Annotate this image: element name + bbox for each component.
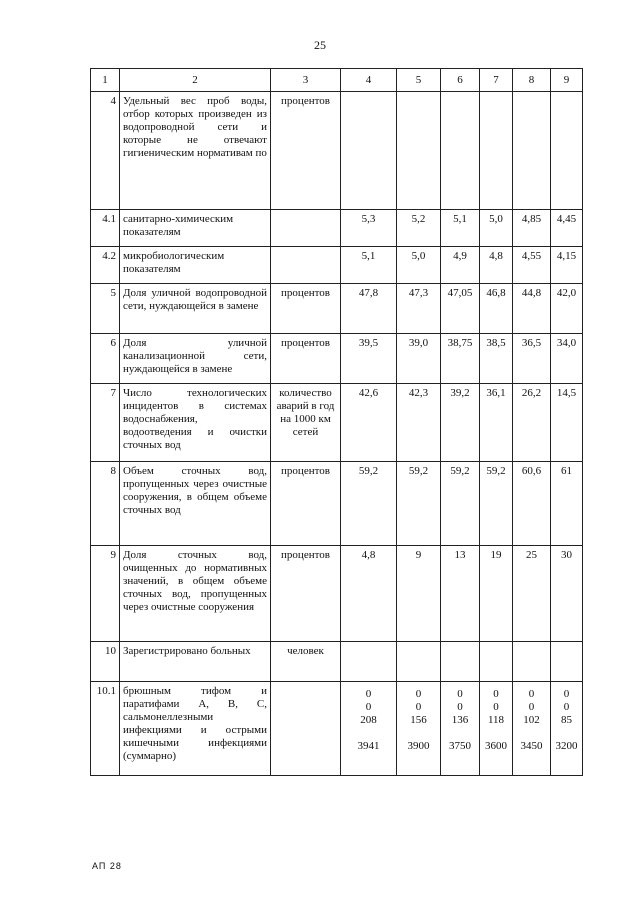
value-cell: 42,3 — [397, 384, 441, 462]
value-cell: 5,0 — [397, 247, 441, 284]
header-cell: 1 — [91, 69, 120, 92]
header-cell: 9 — [551, 69, 583, 92]
value-cell: 5,2 — [397, 210, 441, 247]
indicator-name: Зарегистрировано больных — [120, 642, 271, 682]
footer-code: АП 28 — [92, 861, 122, 871]
value-cell: 61 — [551, 462, 583, 546]
value-cell: 47,05 — [441, 284, 480, 334]
value-cell — [513, 642, 551, 682]
value-line: 118 — [487, 714, 505, 726]
row-number: 4 — [91, 92, 120, 210]
row-number: 6 — [91, 334, 120, 384]
indicator-name: микробиологическим показателям — [120, 247, 271, 284]
row-number: 8 — [91, 462, 120, 546]
table-row — [91, 334, 583, 384]
indicator-name: Объем сточных вод, пропущенных через очистные сооружения, в общем объеме сточных вод — [120, 462, 271, 546]
header-cell: 8 — [513, 69, 551, 92]
value-cell: 25 — [513, 546, 551, 642]
value-line — [400, 727, 437, 740]
indicator-name: Удельный вес проб воды, отбор которых произведен из водопроводной сети и которые не отвечают гигиеническим нормативам по — [120, 92, 271, 210]
value-cell: 59,2 — [480, 462, 513, 546]
value-cell: 59,2 — [341, 462, 397, 546]
value-cell — [551, 92, 583, 210]
indicators-table — [90, 68, 583, 776]
table-row — [91, 682, 583, 776]
value-cell — [397, 92, 441, 210]
value-line — [483, 727, 509, 740]
value-line: 0 — [415, 701, 422, 713]
value-line: 0 — [493, 701, 499, 713]
value-cell: 36,1 — [480, 384, 513, 462]
header-cell: 5 — [397, 69, 441, 92]
unit-of-measure: процентов — [271, 92, 341, 210]
value-cell: 4,8 — [480, 247, 513, 284]
value-line — [444, 727, 476, 740]
value-cell — [551, 642, 583, 682]
value-line: 0 — [365, 688, 372, 700]
value-cell: 5,1 — [441, 210, 480, 247]
value-cell: 42,0 — [551, 284, 583, 334]
value-cell: 42,6 — [341, 384, 397, 462]
unit-of-measure: процентов — [271, 546, 341, 642]
value-cell: 38,75 — [441, 334, 480, 384]
indicator-name: брюшным тифом и паратифами А, В, С, сальмонеллезными инфекциями и острыми кишечными инфекциями (суммарно) — [120, 682, 271, 776]
value-line: 0 — [563, 701, 570, 713]
value-cell: 4,15 — [551, 247, 583, 284]
row-number: 10.1 — [91, 682, 120, 776]
value-cell: 19 — [480, 546, 513, 642]
table-row — [91, 210, 583, 247]
value-cell — [397, 682, 441, 776]
value-cell — [341, 642, 397, 682]
unit-of-measure: процентов — [271, 334, 341, 384]
value-line: 3900 — [407, 740, 430, 752]
table-row — [91, 546, 583, 642]
value-line: 3941 — [357, 740, 380, 752]
value-line: 0 — [365, 701, 372, 713]
value-cell — [513, 682, 551, 776]
value-cell — [341, 682, 397, 776]
row-number: 10 — [91, 642, 120, 682]
header-cell: 4 — [341, 69, 397, 92]
row-number: 5 — [91, 284, 120, 334]
value-cell: 59,2 — [441, 462, 480, 546]
value-cell: 38,5 — [480, 334, 513, 384]
unit-of-measure: количество аварий в год на 1000 км сетей — [271, 384, 341, 462]
indicator-name: санитарно-химическим показателям — [120, 210, 271, 247]
header-cell: 7 — [480, 69, 513, 92]
value-line: 156 — [410, 714, 427, 726]
value-cell: 14,5 — [551, 384, 583, 462]
table-row — [91, 92, 583, 210]
row-number: 4.2 — [91, 247, 120, 284]
table-header-row — [91, 69, 583, 92]
row-number: 7 — [91, 384, 120, 462]
value-cell — [480, 92, 513, 210]
value-cell: 4,8 — [341, 546, 397, 642]
value-cell: 47,8 — [341, 284, 397, 334]
indicator-name: Доля уличной водопроводной сети, нуждающейся в замене — [120, 284, 271, 334]
value-line: 0 — [528, 701, 535, 713]
value-line — [516, 727, 547, 740]
value-cell: 34,0 — [551, 334, 583, 384]
value-cell: 39,0 — [397, 334, 441, 384]
value-cell: 4,55 — [513, 247, 551, 284]
indicator-name: Доля сточных вод, очищенных до нормативных значений, в общем объеме сточных вод, пропущенных через очистные сооружения — [120, 546, 271, 642]
unit-of-measure: процентов — [271, 284, 341, 334]
value-line: 3450 — [520, 740, 543, 752]
value-cell: 5,0 — [480, 210, 513, 247]
value-line: 85 — [561, 714, 572, 726]
unit-of-measure — [271, 247, 341, 284]
row-number: 9 — [91, 546, 120, 642]
value-line: 3750 — [449, 740, 471, 752]
header-cell: 3 — [271, 69, 341, 92]
value-cell — [480, 682, 513, 776]
value-cell: 5,1 — [341, 247, 397, 284]
value-cell — [480, 642, 513, 682]
value-cell — [513, 92, 551, 210]
value-line: 3600 — [485, 740, 507, 752]
value-cell: 26,2 — [513, 384, 551, 462]
value-cell: 39,2 — [441, 384, 480, 462]
value-cell — [441, 642, 480, 682]
table-row — [91, 462, 583, 546]
value-line: 0 — [563, 688, 570, 700]
value-cell: 46,8 — [480, 284, 513, 334]
value-line: 208 — [360, 714, 377, 726]
header-cell: 6 — [441, 69, 480, 92]
value-cell: 5,3 — [341, 210, 397, 247]
value-line: 0 — [528, 688, 535, 700]
value-cell: 47,3 — [397, 284, 441, 334]
value-line: 0 — [457, 688, 463, 700]
indicator-name: Доля уличной канализационной сети, нуждающейся в замене — [120, 334, 271, 384]
value-cell: 13 — [441, 546, 480, 642]
value-cell: 39,5 — [341, 334, 397, 384]
indicator-name: Число технологических инцидентов в системах водоснабжения, водоотведения и очистки сточных вод — [120, 384, 271, 462]
value-line: 102 — [523, 714, 540, 726]
row-number: 4.1 — [91, 210, 120, 247]
value-line: 0 — [415, 688, 422, 700]
value-line — [344, 727, 393, 740]
value-cell — [551, 682, 583, 776]
value-cell — [441, 92, 480, 210]
value-line: 136 — [451, 714, 469, 726]
value-cell: 9 — [397, 546, 441, 642]
value-cell: 60,6 — [513, 462, 551, 546]
table-row — [91, 384, 583, 462]
unit-of-measure — [271, 682, 341, 776]
header-cell: 2 — [120, 69, 271, 92]
value-cell: 44,8 — [513, 284, 551, 334]
table-row — [91, 642, 583, 682]
value-cell: 4,45 — [551, 210, 583, 247]
value-cell: 4,9 — [441, 247, 480, 284]
page-number: 25 — [314, 38, 326, 52]
value-line — [554, 727, 579, 740]
unit-of-measure: человек — [271, 642, 341, 682]
unit-of-measure — [271, 210, 341, 247]
unit-of-measure: процентов — [271, 462, 341, 546]
value-line: 3200 — [555, 740, 578, 752]
table-row — [91, 247, 583, 284]
value-cell: 4,85 — [513, 210, 551, 247]
value-cell: 30 — [551, 546, 583, 642]
value-line: 0 — [493, 688, 499, 700]
value-cell: 36,5 — [513, 334, 551, 384]
value-cell — [397, 642, 441, 682]
value-cell — [441, 682, 480, 776]
value-line: 0 — [457, 701, 463, 713]
table-row — [91, 284, 583, 334]
value-cell: 59,2 — [397, 462, 441, 546]
value-cell — [341, 92, 397, 210]
